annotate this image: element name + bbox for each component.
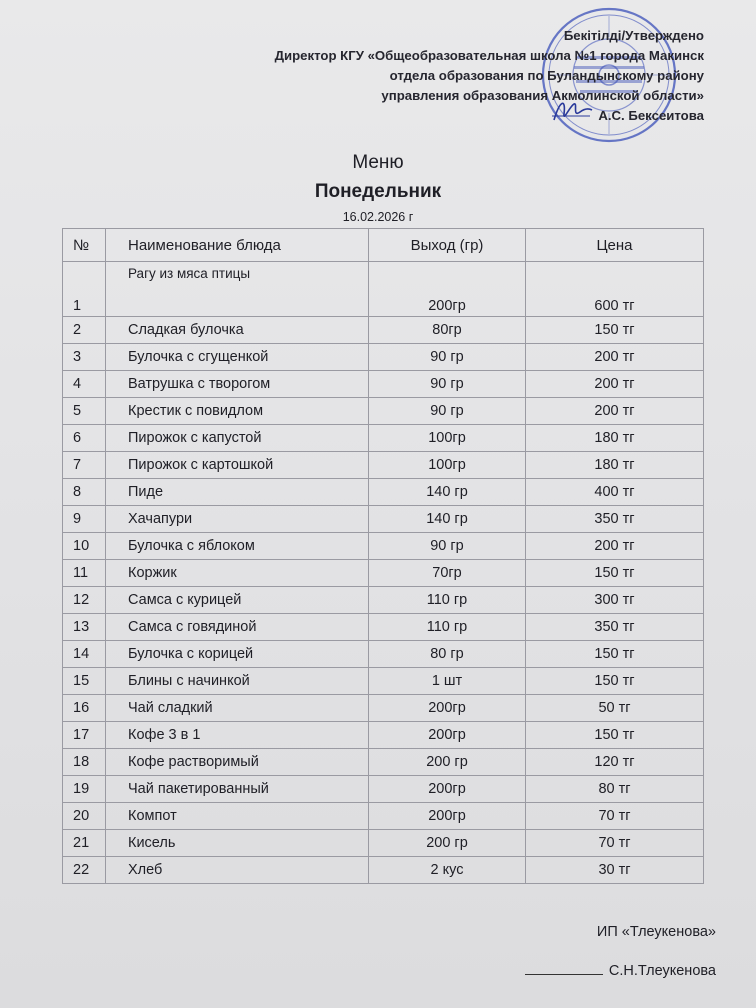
table-row [63,587,704,614]
row-price: 350 тг [526,614,704,641]
row-number: 14 [63,641,106,668]
row-price: 30 тг [526,857,704,884]
table-row [63,695,704,722]
row-price: 150 тг [526,722,704,749]
row-number: 13 [63,614,106,641]
row-dish-name: Компот [106,803,369,830]
row-portion: 110 гр [369,587,526,614]
row-number: 20 [63,803,106,830]
row-dish-name: Кисель [106,830,369,857]
row-price: 200 тг [526,344,704,371]
row-dish-name: Самса с говядиной [106,614,369,641]
row-portion: 200гр [369,722,526,749]
row-portion: 140 гр [369,506,526,533]
row-price: 180 тг [526,452,704,479]
row-price: 50 тг [526,695,704,722]
row-dish-name: Булочка с яблоком [106,533,369,560]
row-price: 200 тг [526,533,704,560]
table-header-row [63,229,704,262]
table-row [63,262,704,317]
table-row [63,371,704,398]
row-number: 18 [63,749,106,776]
row-dish-name: Кофе 3 в 1 [106,722,369,749]
row-portion: 90 гр [369,398,526,425]
row-portion: 100гр [369,425,526,452]
row-number: 1 [63,262,106,317]
row-dish-name: Сладкая булочка [106,317,369,344]
row-number: 17 [63,722,106,749]
table-row [63,857,704,884]
row-dish-name: Чай сладкий [106,695,369,722]
row-price: 600 тг [526,262,704,317]
row-dish-name: Хлеб [106,857,369,884]
row-dish-name: Коржик [106,560,369,587]
table-row [63,398,704,425]
row-dish-name: Ватрушка с творогом [106,371,369,398]
signature-blank [525,962,603,975]
day-title: Понедельник [314,181,442,202]
header-price: Цена [526,229,704,262]
row-portion: 140 гр [369,479,526,506]
row-number: 3 [63,344,106,371]
menu-table [62,228,704,884]
table-row [63,830,704,857]
footer-signature-line [525,962,716,979]
row-dish-name: Чай пакетированный [106,776,369,803]
row-price: 70 тг [526,803,704,830]
row-number: 12 [63,587,106,614]
approval-director-line: Директор КГУ «Общеобразовательная школа №1 города Макинск [274,48,704,63]
menu-title: Меню [352,152,404,173]
row-number: 22 [63,857,106,884]
row-portion: 200гр [369,262,526,317]
table-row [63,722,704,749]
table-row [63,479,704,506]
approval-signer: А.С. Бексеитова [598,108,704,123]
table-row [63,344,704,371]
row-number: 8 [63,479,106,506]
row-price: 180 тг [526,425,704,452]
row-number: 16 [63,695,106,722]
row-portion: 200 гр [369,749,526,776]
menu-table-body [63,262,704,884]
header-dish-name: Наименование блюда [106,229,369,262]
row-price: 350 тг [526,506,704,533]
row-dish-name: Хачапури [106,506,369,533]
row-number: 11 [63,560,106,587]
row-dish-name: Булочка с сгущенкой [106,344,369,371]
table-row [63,614,704,641]
footer-signer: С.Н.Тлеукенова [608,963,716,979]
row-portion: 200 гр [369,830,526,857]
approval-block [275,26,704,126]
row-price: 150 тг [526,560,704,587]
row-number: 7 [63,452,106,479]
row-portion: 90 гр [369,344,526,371]
table-row [63,317,704,344]
row-number: 2 [63,317,106,344]
row-portion: 90 гр [369,371,526,398]
row-price: 400 тг [526,479,704,506]
approval-department-line: отдела образования по Буландынскому району [389,68,704,83]
table-row [63,749,704,776]
row-dish-name: Рагу из мяса птицы [106,262,369,317]
row-dish-name: Пиде [106,479,369,506]
row-price: 300 тг [526,587,704,614]
row-dish-name: Пирожок с картошкой [106,452,369,479]
row-price: 150 тг [526,668,704,695]
row-dish-name: Блины с начинкой [106,668,369,695]
row-portion: 200гр [369,803,526,830]
row-portion: 100гр [369,452,526,479]
row-price: 70 тг [526,830,704,857]
approval-heading: Бекітілді/Утверждено [563,28,704,43]
row-price: 150 тг [526,317,704,344]
row-price: 200 тг [526,371,704,398]
row-portion: 200гр [369,695,526,722]
table-row [63,560,704,587]
row-portion: 80 гр [369,641,526,668]
row-number: 10 [63,533,106,560]
row-price: 150 тг [526,641,704,668]
header-number: № [63,229,106,262]
row-price: 120 тг [526,749,704,776]
row-number: 19 [63,776,106,803]
table-row [63,803,704,830]
header-portion: Выход (гр) [369,229,526,262]
row-portion: 200гр [369,776,526,803]
row-number: 21 [63,830,106,857]
table-row [63,452,704,479]
menu-date: 16.02.2026 г [342,210,414,224]
row-portion: 80гр [369,317,526,344]
row-dish-name: Булочка с корицей [106,641,369,668]
row-number: 6 [63,425,106,452]
row-dish-name: Кофе растворимый [106,749,369,776]
table-row [63,641,704,668]
row-number: 9 [63,506,106,533]
footer-organization: ИП «Тлеукенова» [596,924,716,940]
row-dish-name: Самса с курицей [106,587,369,614]
row-number: 15 [63,668,106,695]
row-portion: 70гр [369,560,526,587]
row-dish-name: Крестик с повидлом [106,398,369,425]
table-row [63,668,704,695]
row-number: 4 [63,371,106,398]
table-row [63,506,704,533]
table-row [63,776,704,803]
row-portion: 2 кус [369,857,526,884]
row-portion: 90 гр [369,533,526,560]
row-price: 80 тг [526,776,704,803]
row-number: 5 [63,398,106,425]
table-row [63,425,704,452]
row-portion: 110 гр [369,614,526,641]
row-dish-name: Пирожок с капустой [106,425,369,452]
approval-region-line: управления образования Акмолинской области» [381,88,704,103]
table-row [63,533,704,560]
row-portion: 1 шт [369,668,526,695]
row-price: 200 тг [526,398,704,425]
